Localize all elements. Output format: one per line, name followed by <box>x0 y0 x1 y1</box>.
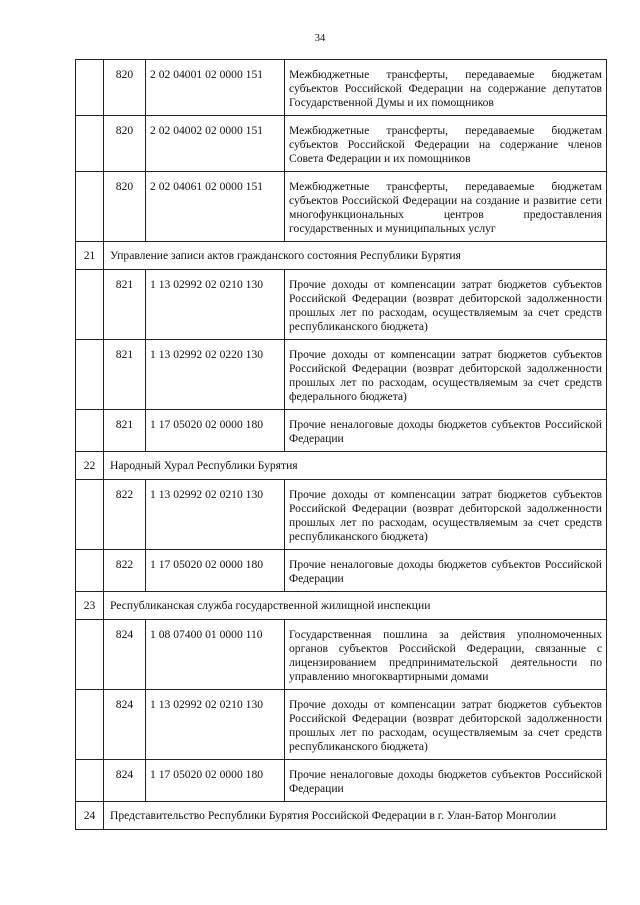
group-row <box>76 802 607 830</box>
row-number <box>76 760 104 802</box>
table-row <box>76 116 607 172</box>
administrator-code: 824 <box>104 690 146 760</box>
table-row <box>76 480 607 550</box>
row-number <box>76 172 104 242</box>
administrator-code: 820 <box>104 172 146 242</box>
budget-classification-code: 1 17 05020 02 0000 180 <box>146 550 285 592</box>
revenue-description: Прочие доходы от компенсации затрат бюджетов субъектов Российской Федерации (возврат дебиторской задолженности прошлых лет по расходам, осуществляемым за счет средств федерального бюджета) <box>285 340 607 410</box>
table-row <box>76 172 607 242</box>
group-name: Народный Хурал Республики Бурятия <box>104 452 607 480</box>
revenue-description: Межбюджетные трансферты, передаваемые бюджетам субъектов Российской Федерации на создание и развитие сети многофункциональных центров предоставления государственных и муниципальных услуг <box>285 172 607 242</box>
row-number <box>76 690 104 760</box>
revenue-description: Прочие неналоговые доходы бюджетов субъектов Российской Федерации <box>285 760 607 802</box>
table-row <box>76 690 607 760</box>
row-number <box>76 410 104 452</box>
row-number <box>76 340 104 410</box>
budget-classification-code: 2 02 04002 02 0000 151 <box>146 116 285 172</box>
administrator-code: 824 <box>104 620 146 690</box>
budget-classification-code: 2 02 04001 02 0000 151 <box>146 60 285 116</box>
budget-classification-code: 1 13 02992 02 0210 130 <box>146 690 285 760</box>
administrator-code: 821 <box>104 270 146 340</box>
revenue-description: Прочие доходы от компенсации затрат бюджетов субъектов Российской Федерации (возврат дебиторской задолженности прошлых лет по расходам, осуществляемым за счет средств республиканского бюджета) <box>285 480 607 550</box>
budget-classification-code: 1 17 05020 02 0000 180 <box>146 760 285 802</box>
row-number <box>76 60 104 116</box>
revenue-description: Прочие неналоговые доходы бюджетов субъектов Российской Федерации <box>285 550 607 592</box>
administrator-code: 822 <box>104 550 146 592</box>
budget-classification-code: 1 17 05020 02 0000 180 <box>146 410 285 452</box>
page-number: 34 <box>314 33 326 44</box>
budget-classification-code: 1 13 02992 02 0220 130 <box>146 340 285 410</box>
row-number <box>76 550 104 592</box>
group-name: Представительство Республики Бурятия Российской Федерации в г. Улан-Батор Монголии <box>104 802 607 830</box>
administrator-code: 824 <box>104 760 146 802</box>
administrator-code: 820 <box>104 116 146 172</box>
group-number: 24 <box>76 802 104 830</box>
administrator-code: 820 <box>104 60 146 116</box>
group-name: Управление записи актов гражданского состояния Республики Бурятия <box>104 242 607 270</box>
group-name: Республиканская служба государственной жилищной инспекции <box>104 592 607 620</box>
budget-classification-code: 2 02 04061 02 0000 151 <box>146 172 285 242</box>
budget-classification-code: 1 13 02992 02 0210 130 <box>146 480 285 550</box>
administrator-code: 821 <box>104 340 146 410</box>
group-number: 23 <box>76 592 104 620</box>
revenue-description: Прочие доходы от компенсации затрат бюджетов субъектов Российской Федерации (возврат дебиторской задолженности прошлых лет по расходам, осуществляемым за счет средств республиканского бюджета) <box>285 690 607 760</box>
group-row <box>76 592 607 620</box>
revenue-description: Прочие неналоговые доходы бюджетов субъектов Российской Федерации <box>285 410 607 452</box>
table-row <box>76 620 607 690</box>
revenue-codes-table <box>75 59 607 830</box>
revenue-description: Государственная пошлина за действия уполномоченных органов субъектов Российской Федерации, связанные с лицензированием предпринимательской деятельности по управлению многоквартирными домами <box>285 620 607 690</box>
table-row <box>76 270 607 340</box>
group-number: 21 <box>76 242 104 270</box>
row-number <box>76 270 104 340</box>
revenue-description: Межбюджетные трансферты, передаваемые бюджетам субъектов Российской Федерации на содержание депутатов Государственной Думы и их помощников <box>285 60 607 116</box>
administrator-code: 821 <box>104 410 146 452</box>
row-number <box>76 480 104 550</box>
group-row <box>76 452 607 480</box>
table-row <box>76 410 607 452</box>
row-number <box>76 116 104 172</box>
budget-classification-code: 1 08 07400 01 0000 110 <box>146 620 285 690</box>
group-number: 22 <box>76 452 104 480</box>
table-row <box>76 340 607 410</box>
table-row <box>76 550 607 592</box>
row-number <box>76 620 104 690</box>
revenue-description: Межбюджетные трансферты, передаваемые бюджетам субъектов Российской Федерации на содержание членов Совета Федерации и их помощников <box>285 116 607 172</box>
administrator-code: 822 <box>104 480 146 550</box>
revenue-description: Прочие доходы от компенсации затрат бюджетов субъектов Российской Федерации (возврат дебиторской задолженности прошлых лет по расходам, осуществляемым за счет средств республиканского бюджета) <box>285 270 607 340</box>
group-row <box>76 242 607 270</box>
table-row <box>76 60 607 116</box>
table-body <box>76 60 607 830</box>
table-row <box>76 760 607 802</box>
budget-classification-code: 1 13 02992 02 0210 130 <box>146 270 285 340</box>
